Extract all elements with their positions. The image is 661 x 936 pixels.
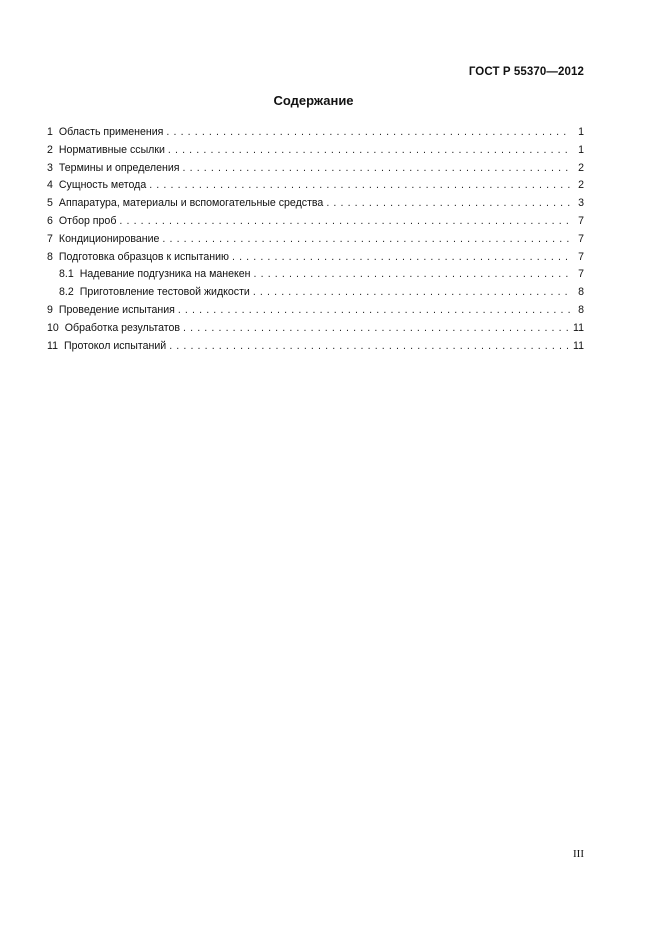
toc-entry-label: Область применения <box>58 126 164 138</box>
toc-entry-page: 1 <box>578 143 584 156</box>
toc-dot-leader <box>183 160 571 178</box>
toc-entry-number: 5 <box>47 197 53 210</box>
toc-entry-page: 7 <box>578 250 584 263</box>
toc-entry-number: 2 <box>47 143 53 156</box>
toc-entry-page: 3 <box>578 197 584 210</box>
toc-entry-6[interactable] <box>47 213 584 231</box>
toc-entry-label: Аппаратура, материалы и вспомогательные средства <box>58 197 324 210</box>
toc-entry-page: 7 <box>578 214 584 227</box>
toc-entry-8[interactable] <box>47 249 584 267</box>
toc-entry-page: 7 <box>578 232 584 245</box>
toc-entry-label: Отбор проб <box>58 214 117 227</box>
toc-dot-leader <box>254 266 571 284</box>
toc-entry-number: 1 <box>47 126 53 138</box>
toc-dot-leader <box>162 231 571 249</box>
toc-dot-leader <box>119 213 571 231</box>
toc-entry-4[interactable] <box>47 177 584 195</box>
toc-entry-label: Сущность метода <box>58 179 147 192</box>
toc-entry-1[interactable] <box>47 124 584 142</box>
page-number: III <box>573 848 584 860</box>
toc-entry-9[interactable] <box>47 302 584 320</box>
toc-dot-leader <box>166 124 571 142</box>
toc-entry-page: 8 <box>578 303 584 316</box>
toc-entry-page: 2 <box>578 161 584 174</box>
toc-dot-leader <box>178 302 571 320</box>
toc-entry-label: Нормативные ссылки <box>58 143 165 156</box>
toc-entry-7[interactable] <box>47 231 584 249</box>
table-of-contents <box>47 124 584 355</box>
toc-entry-page: 2 <box>578 179 584 192</box>
toc-entry-2[interactable] <box>47 142 584 160</box>
toc-entry-page: 7 <box>578 268 584 281</box>
toc-entry-label: Проведение испытания <box>58 303 175 316</box>
toc-dot-leader <box>169 338 570 356</box>
toc-dot-leader <box>326 195 571 213</box>
toc-entry-label: Протокол испытаний <box>64 339 167 352</box>
toc-entry-number: 10 <box>47 321 59 334</box>
toc-entry-page: 11 <box>573 321 584 334</box>
toc-entry-number: 7 <box>47 232 53 245</box>
toc-entry-label: Подготовка образцов к испытанию <box>58 250 229 263</box>
toc-dot-leader <box>183 320 570 338</box>
toc-entry-label: Надевание подгузника на манекен <box>79 268 251 281</box>
toc-dot-leader <box>253 284 571 302</box>
toc-dot-leader <box>149 177 571 195</box>
toc-entry-number: 8 <box>47 250 53 263</box>
toc-entry-label: Обработка результатов <box>64 321 181 334</box>
toc-entry-page: 11 <box>573 339 584 352</box>
toc-entry-11[interactable] <box>47 338 584 356</box>
document-identifier: ГОСТ Р 55370—2012 <box>468 66 584 78</box>
toc-entry-label: Приготовление тестовой жидкости <box>79 286 250 299</box>
toc-dot-leader <box>168 142 571 160</box>
toc-entry-8-1[interactable] <box>47 266 584 284</box>
toc-entry-10[interactable] <box>47 320 584 338</box>
toc-entry-number: 11 <box>47 339 58 352</box>
toc-entry-number: 4 <box>47 179 53 192</box>
toc-title: Содержание <box>273 93 354 108</box>
toc-entry-5[interactable] <box>47 195 584 213</box>
toc-entry-number: 8.1 <box>59 268 74 281</box>
toc-entry-8-2[interactable] <box>47 284 584 302</box>
toc-entry-page: 8 <box>578 286 584 299</box>
toc-entry-number: 9 <box>47 303 53 316</box>
toc-entry-label: Кондиционирование <box>58 232 160 245</box>
toc-dot-leader <box>232 249 571 267</box>
toc-entry-number: 3 <box>47 161 53 174</box>
toc-entry-number: 8.2 <box>59 286 74 299</box>
toc-entry-page: 1 <box>578 126 584 138</box>
toc-entry-number: 6 <box>47 214 53 227</box>
toc-entry-label: Термины и определения <box>58 161 180 174</box>
toc-entry-3[interactable] <box>47 160 584 178</box>
